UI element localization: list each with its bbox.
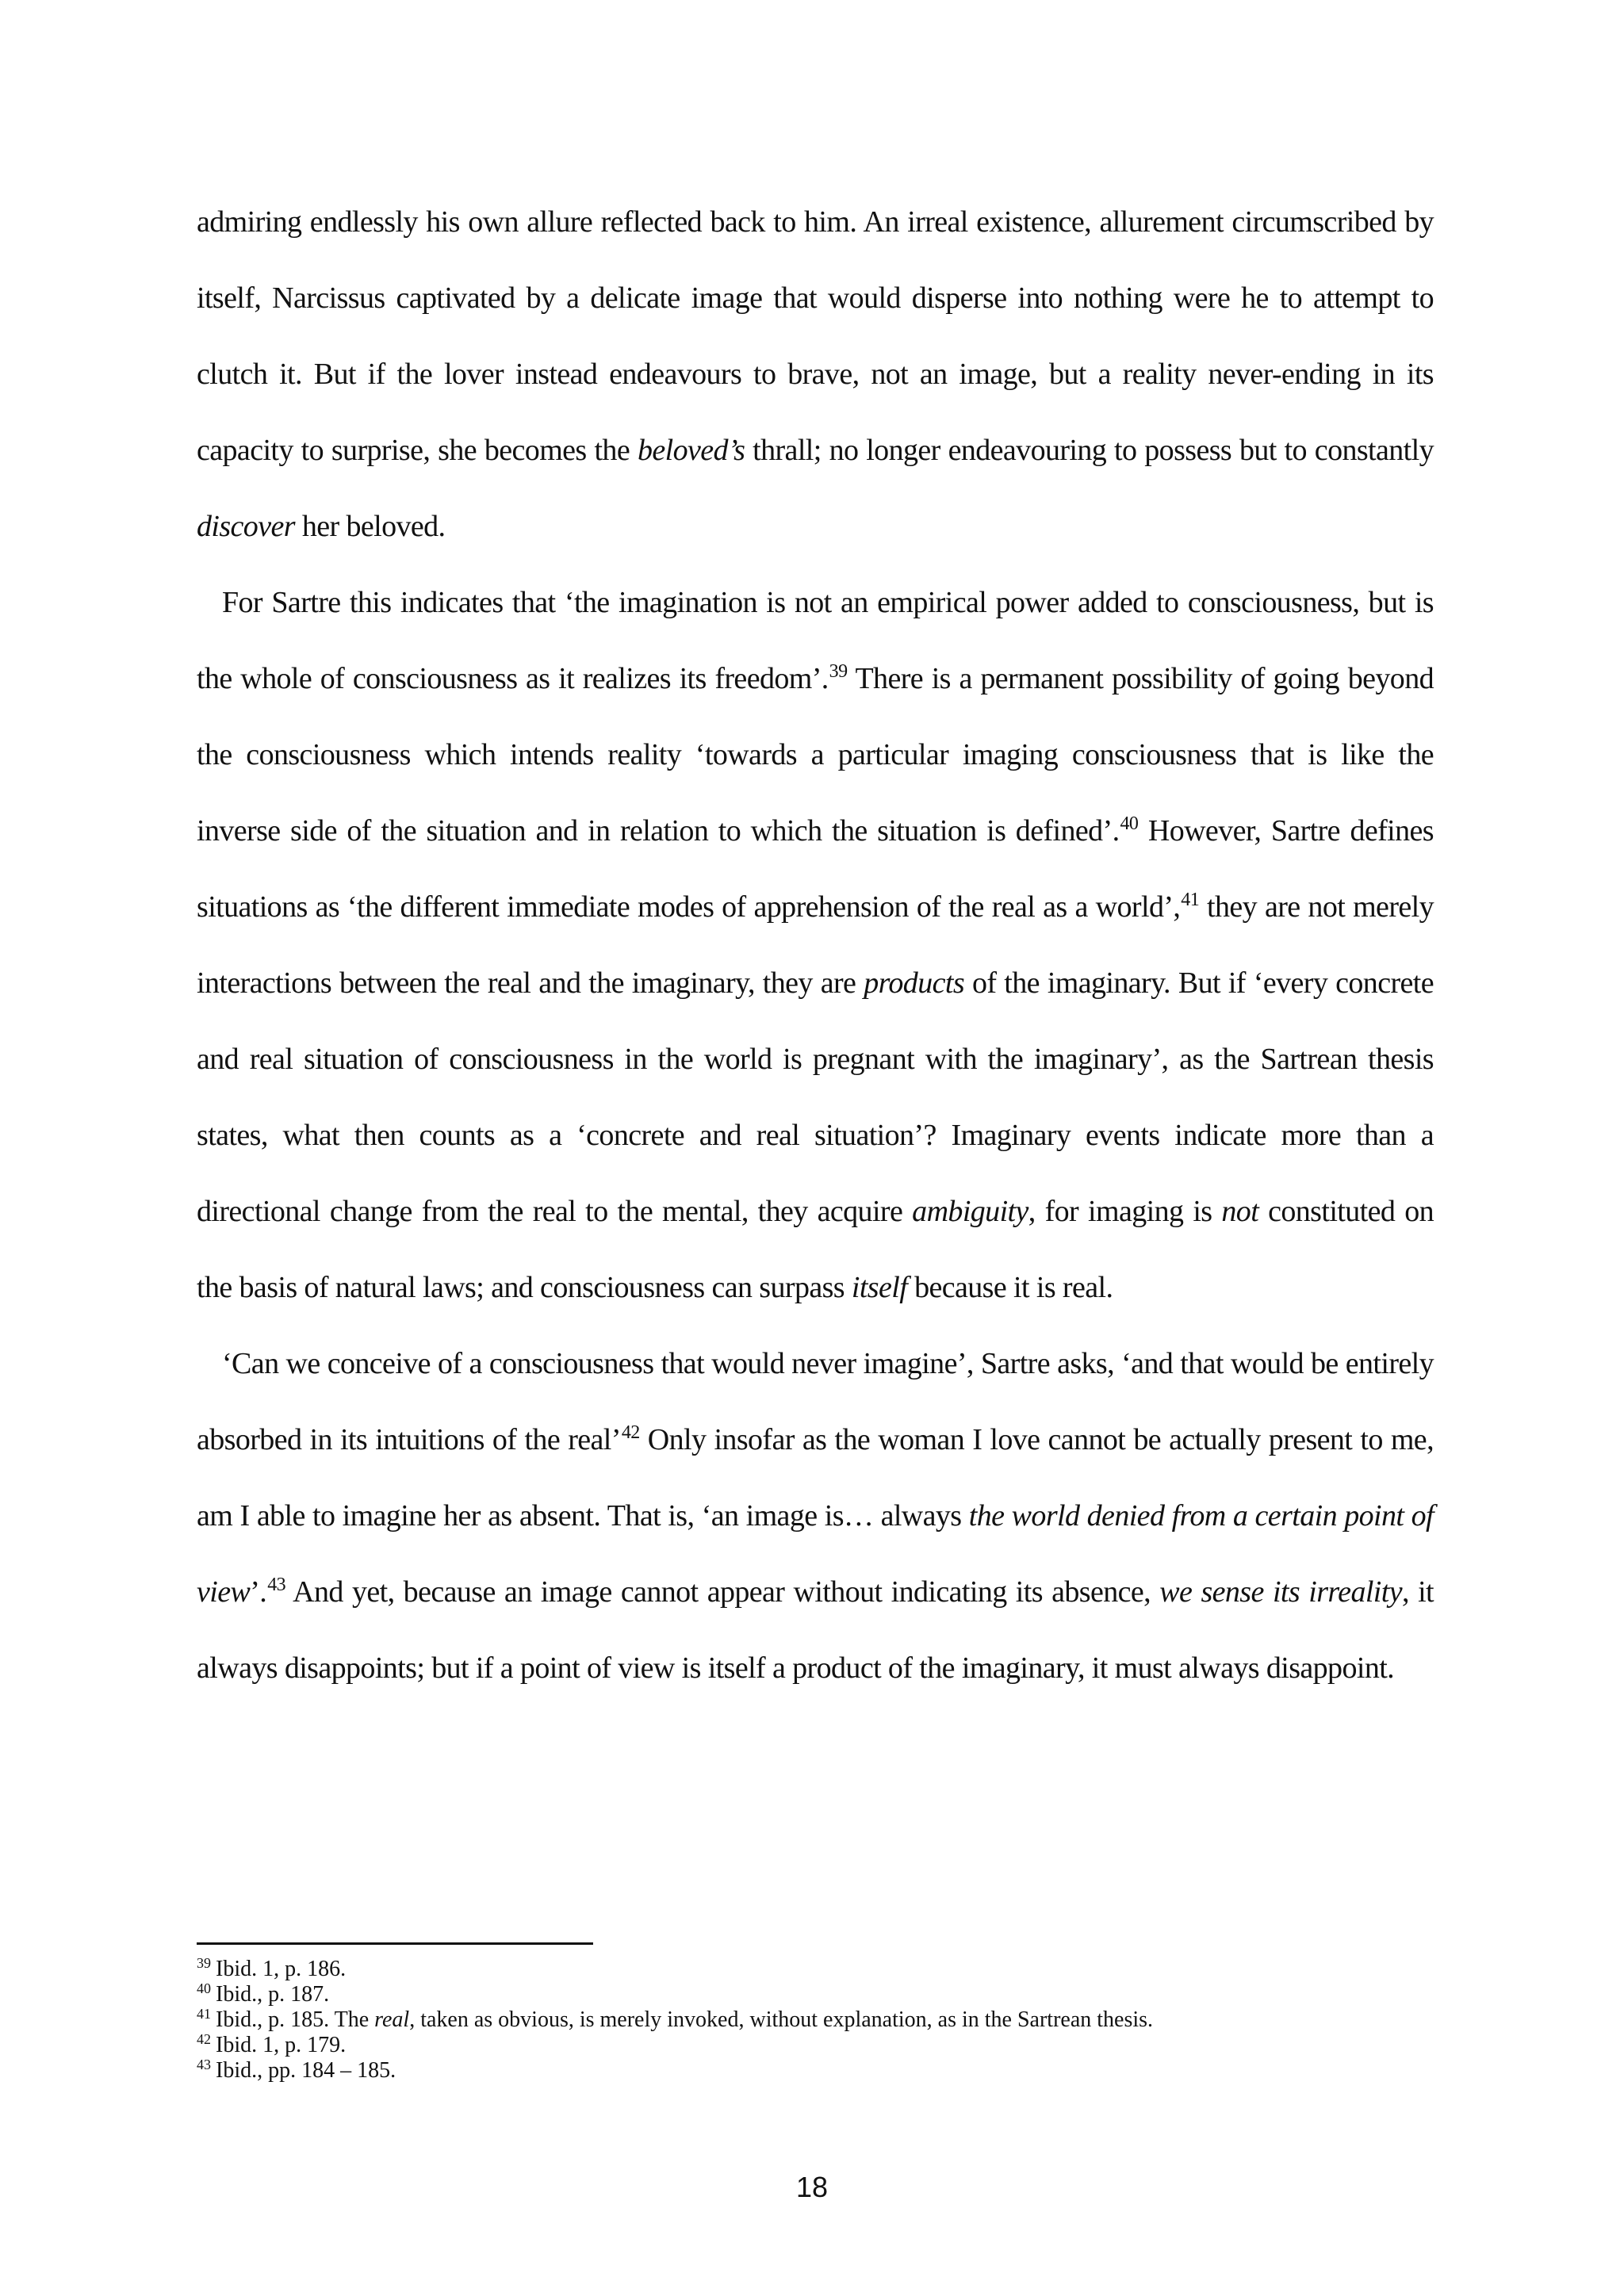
text-run: , taken as obvious, is merely invoked, without explanation, as in the Sartrean thesis.	[409, 2007, 1154, 2032]
footnote-reference: 41	[1181, 890, 1200, 910]
footnote-reference: 39	[829, 661, 848, 682]
footnote-number: 42	[197, 2031, 211, 2047]
body-text	[197, 184, 1434, 1706]
text-run: thrall; no longer endeavouring to possess but to constantly	[745, 434, 1434, 467]
text-run: Only insofar as the woman I love cannot be actually present to me, am I able to imagine her as absent. That is, ‘an image is… always	[197, 1423, 1434, 1533]
footnote-text	[216, 2007, 1153, 2032]
footnote-number: 40	[197, 1980, 211, 1996]
paragraph	[197, 564, 1434, 1326]
text-run: they are not merely interactions between the real and the imaginary, they are	[197, 890, 1434, 1000]
italic-text: the world denied from a certain point of view	[197, 1499, 1434, 1609]
footnote	[197, 1982, 1465, 2007]
footnote-text	[216, 1957, 346, 1981]
text-run: Ibid., p. 187.	[216, 1982, 330, 2007]
text-run: Ibid. 1, p. 179.	[216, 2033, 347, 2057]
text-run: because it is real.	[907, 1271, 1113, 1304]
text-run: However, Sartre defines situations as ‘the different immediate modes of apprehension of the real as a world’,	[197, 814, 1434, 924]
footnote-text	[216, 2058, 396, 2083]
footnote-separator	[197, 1942, 593, 1945]
text-run: constituted on the basis of natural laws; and consciousness can surpass	[197, 1195, 1434, 1304]
footnote	[197, 1957, 1465, 1982]
footnote	[197, 2033, 1465, 2058]
text-run: Ibid. 1, p. 186.	[216, 1957, 347, 1981]
text-run: There is a permanent possibility of going beyond the consciousness which intends reality ‘towards a particular imaging consciousness that is like the inverse side of the situation and in relation to which the situation is defined’.	[197, 662, 1434, 848]
italic-text: ambiguity	[912, 1195, 1028, 1228]
text-run: admiring endlessly his own allure reflected back to him. An irreal existence, allurement circumscribed by itself, Narcissus captivated by a delicate image that would disperse into nothing were he to attempt to clutch it. But if the lover instead endeavours to brave, not an image, but a reality never-ending in its capacity to surprise, she becomes the	[197, 205, 1434, 467]
text-run: her beloved.	[294, 510, 446, 543]
text-run: And yet, because an image cannot appear without indicating its absence,	[285, 1575, 1160, 1609]
italic-text: itself	[851, 1271, 908, 1304]
italic-text: we sense its irreality	[1159, 1575, 1402, 1609]
text-run: of the imaginary. But if ‘every concrete and real situation of consciousness in the world is pregnant with the imaginary’, as the Sartrean thesis states, what then counts as a ‘concrete and real situation’? Imaginary events indicate more than a directional change from the real to the mental, they acquire	[197, 966, 1434, 1228]
footnote	[197, 2058, 1465, 2084]
text-run: For Sartre this indicates that ‘the imagination is not an empirical power added to consciousness, but is the whole of consciousness as it realizes its freedom’.	[197, 586, 1434, 695]
footnote-reference: 42	[621, 1422, 640, 1443]
footnotes	[197, 1957, 1465, 2084]
italic-text: not	[1221, 1195, 1259, 1228]
footnote-text	[216, 2033, 346, 2057]
footnote-number: 43	[197, 2057, 211, 2072]
text-run: Ibid., pp. 184 – 185.	[216, 2058, 396, 2083]
footnote-number: 39	[197, 1955, 211, 1971]
footnote-number: 41	[197, 2006, 211, 2022]
footnote-reference: 43	[267, 1575, 286, 1595]
italic-text: products	[864, 966, 965, 1000]
paragraph	[197, 1326, 1434, 1706]
text-run: , it always disappoints; but if a point of view is itself a product of the imaginary, it must always disappoint.	[197, 1575, 1434, 1685]
footnote-reference: 40	[1120, 813, 1139, 834]
footnote	[197, 2007, 1465, 2033]
italic-text: beloved’s	[637, 434, 745, 467]
text-run: ‘Can we conceive of a consciousness that would never imagine’, Sartre asks, ‘and that would be entirely absorbed in its intuitions of the real’	[197, 1347, 1434, 1456]
text-run: ’.	[250, 1575, 267, 1609]
italic-text: discover	[197, 510, 295, 543]
page-number: 18	[795, 2171, 829, 2203]
footnote-text	[216, 1982, 329, 2007]
text-run: Ibid., p. 185. The	[216, 2007, 375, 2032]
paragraph	[197, 184, 1434, 564]
italic-text: real	[374, 2007, 410, 2032]
text-run: , for imaging is	[1028, 1195, 1222, 1228]
